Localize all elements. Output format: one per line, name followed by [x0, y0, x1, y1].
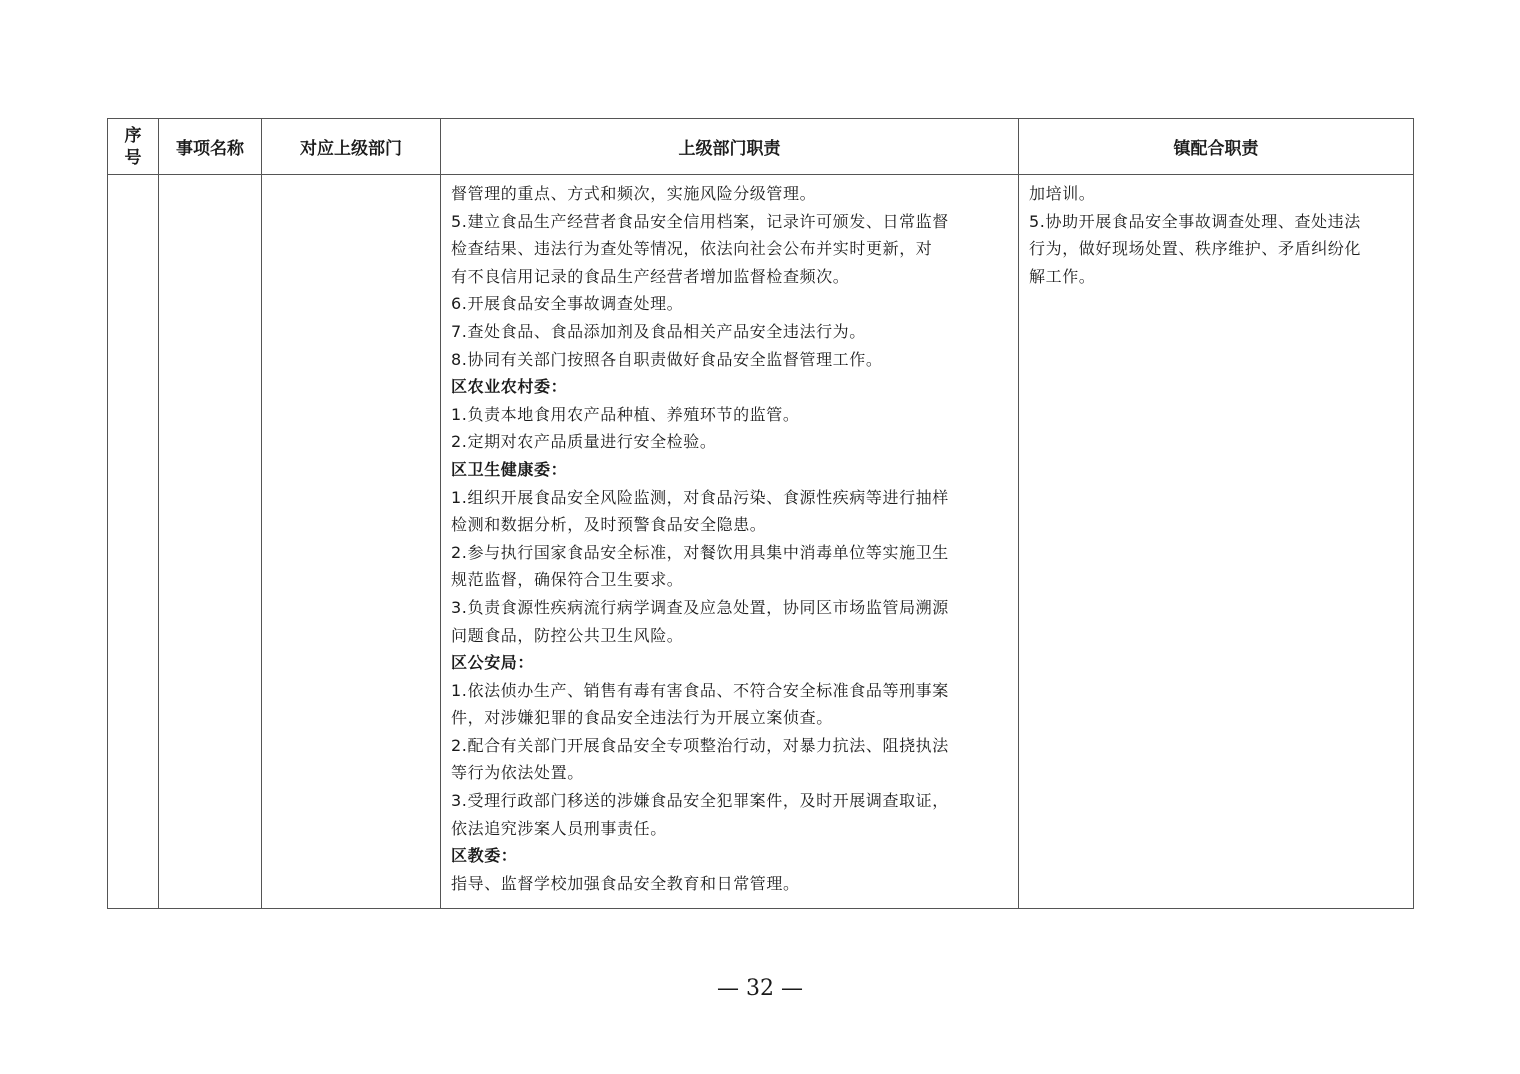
- duty-line: 2.参与执行国家食品安全标准，对餐饮用具集中消毒单位等实施卫生: [451, 542, 949, 562]
- duty-line: 检查结果、违法行为查处等情况，依法向社会公布并实时更新，对: [451, 239, 933, 259]
- duty-line: 依法追究涉案人员刑事责任。: [451, 818, 667, 838]
- cell-superior-duties: [441, 175, 1019, 909]
- table-row: [108, 175, 1414, 909]
- duty-line: 1.组织开展食品安全风险监测，对食品污染、食源性疾病等进行抽样: [451, 487, 949, 507]
- duty-line: 指导、监督学校加强食品安全教育和日常管理。: [451, 873, 800, 893]
- duty-line: 检测和数据分析，及时预警食品安全隐患。: [451, 515, 767, 535]
- duty-line: 有不良信用记录的食品生产经营者增加监督检查频次。: [451, 266, 850, 286]
- duty-line: 5.建立食品生产经营者食品安全信用档案，记录许可颁发、日常监督: [451, 211, 949, 231]
- header-seq-line1: 序: [124, 125, 142, 146]
- duty-line: 3.负责食源性疾病流行病学调查及应急处置，协同区市场监管局溯源: [451, 597, 949, 617]
- header-seq-line2: 号: [124, 147, 142, 168]
- cell-town-duties: [1019, 175, 1414, 909]
- header-item-name: 事项名称: [159, 119, 262, 175]
- duty-line: 2.定期对农产品质量进行安全检验。: [451, 432, 717, 452]
- duty-line: 问题食品，防控公共卫生风险。: [451, 625, 684, 645]
- duties-table: [107, 118, 1414, 909]
- duty-line: 5.协助开展食品安全事故调查处理、查处违法: [1029, 211, 1361, 231]
- duty-line: 2.配合有关部门开展食品安全专项整治行动，对暴力抗法、阻挠执法: [451, 735, 949, 755]
- duty-line: 督管理的重点、方式和频次，实施风险分级管理。: [451, 184, 817, 203]
- duty-line: 解工作。: [1029, 266, 1096, 286]
- duty-line: 8.协同有关部门按照各自职责做好食品安全监督管理工作。: [451, 349, 883, 369]
- dept-heading: 区农业农村委：: [451, 377, 568, 397]
- duty-line: 件，对涉嫌犯罪的食品安全违法行为开展立案侦查。: [451, 708, 833, 728]
- cell-seq: [108, 175, 159, 909]
- town-duties-text: [1019, 175, 1413, 290]
- dept-heading: 区教委：: [451, 846, 518, 866]
- header-superior-dept: 对应上级部门: [262, 119, 441, 175]
- duty-line: 3.受理行政部门移送的涉嫌食品安全犯罪案件，及时开展调查取证，: [451, 791, 949, 811]
- header-row: [108, 119, 1414, 175]
- cell-superior-dept: [262, 175, 441, 909]
- duty-line: 6.开展食品安全事故调查处理。: [451, 294, 684, 314]
- duty-line: 规范监督，确保符合卫生要求。: [451, 570, 684, 590]
- page-number: — 32 —: [717, 976, 803, 1001]
- cell-item-name: [159, 175, 262, 909]
- superior-duties-text: [441, 175, 1018, 897]
- duty-line: 行为，做好现场处置、秩序维护、矛盾纠纷化: [1029, 239, 1362, 259]
- duty-line: 1.负责本地食用农产品种植、养殖环节的监管。: [451, 404, 800, 424]
- duty-line: 等行为依法处置。: [451, 763, 584, 783]
- header-superior-duties: 上级部门职责: [441, 119, 1019, 175]
- header-town-duties: 镇配合职责: [1019, 119, 1414, 175]
- dept-heading: 区卫生健康委：: [451, 459, 568, 479]
- duty-line: 1.依法侦办生产、销售有毒有害食品、不符合安全标准食品等刑事案: [451, 680, 949, 700]
- dept-heading: 区公安局：: [451, 653, 535, 673]
- duty-line: 加培训。: [1029, 184, 1096, 203]
- duty-line: 7.查处食品、食品添加剂及食品相关产品安全违法行为。: [451, 321, 866, 341]
- header-seq: [108, 119, 159, 175]
